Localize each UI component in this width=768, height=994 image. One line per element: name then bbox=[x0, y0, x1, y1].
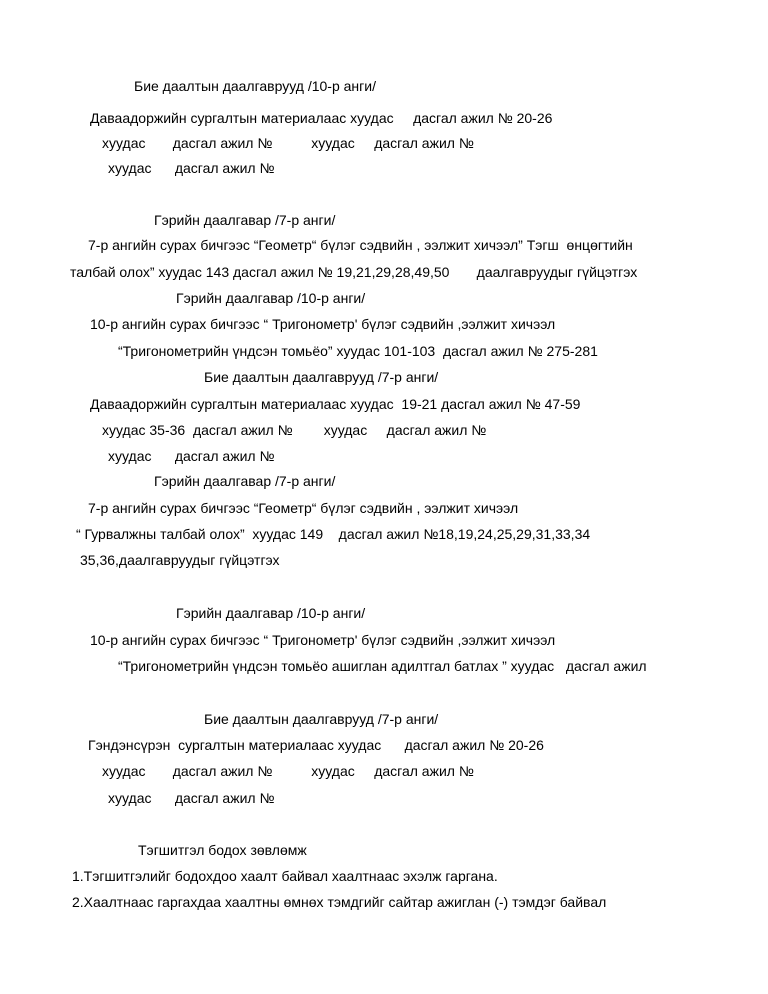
text-line: хуудас дасгал ажил № хуудас дасгал ажил № bbox=[102, 763, 474, 779]
heading-homework-10: Гэрийн даалгавар /10-р анги/ bbox=[176, 290, 366, 306]
text-line: “ Гурвалжны талбай олох” хуудас 149 дасгал ажил №18,19,24,25,29,31,33,34 bbox=[76, 526, 591, 542]
heading-independent-10: Бие даалтын даалгаврууд /10-р анги/ bbox=[134, 78, 376, 94]
text-line: хуудас 35-36 дасгал ажил № хуудас дасгал ажил № bbox=[102, 422, 487, 438]
heading-equation-advice: Тэгшитгэл бодох зөвлөмж bbox=[138, 842, 307, 858]
text-line: талбай олох” хуудас 143 дасгал ажил № 19,21,29,28,49,50 даалгавруудыг гүйцэтгэх bbox=[70, 264, 638, 280]
list-item: 2.Хаалтнаас гаргахдаа хаалтны өмнөх тэмдгийг сайтар ажиглан (-) тэмдэг байвал bbox=[72, 894, 607, 910]
text-line: Даваадоржийн сургалтын материалаас хуудас 19-21 дасгал ажил № 47-59 bbox=[90, 396, 581, 412]
text-line: 7-р ангийн сурах бичгээс “Геометр“ бүлэг сэдвийн , ээлжит хичээл” Тэгш өнцөгтийн bbox=[88, 237, 633, 253]
text-line: 7-р ангийн сурах бичгээс “Геометр“ бүлэг сэдвийн , ээлжит хичээл bbox=[88, 500, 519, 516]
text-line: Гэндэнсүрэн сургалтын материалаас хуудас дасгал ажил № 20-26 bbox=[88, 737, 544, 753]
list-item: 1.Тэгшитгэлийг бодохдоо хаалт байвал хаалтнаас эхэлж гаргана. bbox=[72, 868, 498, 884]
text-line: хуудас дасгал ажил № bbox=[108, 448, 275, 464]
text-line: Даваадоржийн сургалтын материалаас хуудас дасгал ажил № 20-26 bbox=[90, 110, 553, 126]
text-line: “Тригонометрийн үндсэн томьёо ашиглан адилтгал батлах ” хуудас дасгал ажил bbox=[118, 658, 647, 674]
heading-independent-7: Бие даалтын даалгаврууд /7-р анги/ bbox=[204, 369, 439, 385]
text-line: “Тригонометрийн үндсэн томьёо” хуудас 101-103 дасгал ажил № 275-281 bbox=[118, 343, 598, 359]
text-line: 10-р ангийн сурах бичгээс “ Тригонометр' бүлэг сэдвийн ,ээлжит хичээл bbox=[90, 316, 556, 332]
heading-homework-7: Гэрийн даалгавар /7-р анги/ bbox=[154, 473, 336, 489]
heading-homework-10: Гэрийн даалгавар /10-р анги/ bbox=[176, 605, 366, 621]
text-line: хуудас дасгал ажил № bbox=[108, 160, 275, 176]
text-line: 35,36,даалгавруудыг гүйцэтгэх bbox=[80, 552, 280, 568]
heading-homework-7: Гэрийн даалгавар /7-р анги/ bbox=[154, 212, 336, 228]
text-line: хуудас дасгал ажил № хуудас дасгал ажил № bbox=[102, 135, 474, 151]
text-line: 10-р ангийн сурах бичгээс “ Тригонометр' бүлэг сэдвийн ,ээлжит хичээл bbox=[90, 632, 556, 648]
heading-independent-7: Бие даалтын даалгаврууд /7-р анги/ bbox=[204, 711, 439, 727]
text-line: хуудас дасгал ажил № bbox=[108, 790, 275, 806]
